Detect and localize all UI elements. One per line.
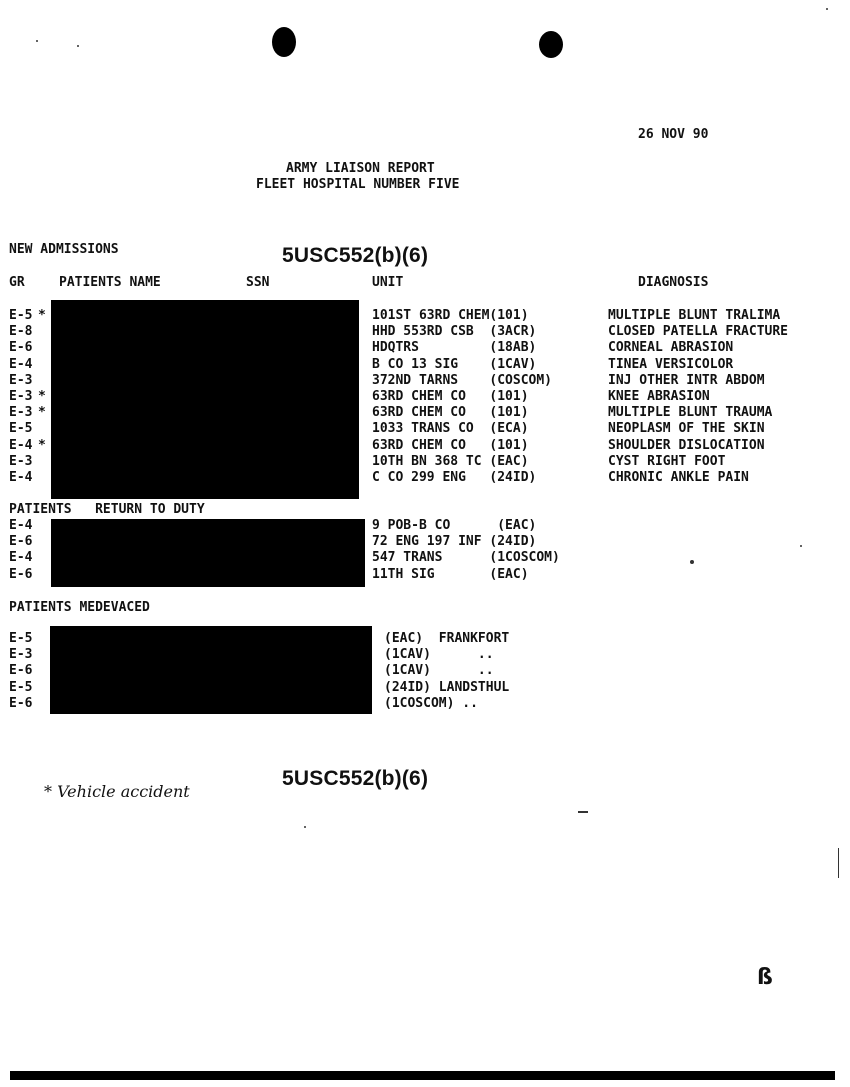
medevaced-destination: (1CAV) .. bbox=[384, 647, 494, 663]
column-header-ssn: SSN bbox=[246, 275, 270, 290]
admission-diagnosis: MULTIPLE BLUNT TRALIMA bbox=[608, 308, 781, 323]
scan-speck bbox=[36, 40, 38, 42]
admission-diagnosis: MULTIPLE BLUNT TRAUMA bbox=[608, 405, 773, 421]
return-to-duty-unit: 547 TRANS (1COSCOM) bbox=[372, 550, 560, 566]
medevaced-heading: PATIENTS MEDEVACED bbox=[9, 600, 150, 615]
punch-hole-right bbox=[539, 31, 563, 58]
medevaced-grade: E-6 bbox=[9, 663, 33, 679]
admission-unit: C CO 299 ENG (24ID) bbox=[372, 470, 537, 485]
admission-grade: E-8 bbox=[9, 324, 33, 340]
admission-diagnosis: KNEE ABRASION bbox=[608, 389, 710, 404]
admission-grade: E-3 bbox=[9, 372, 33, 388]
medevaced-destination: (24ID) LANDSTHUL bbox=[384, 679, 510, 695]
admission-grade: E-3 bbox=[9, 405, 33, 421]
admission-diagnosis: CHRONIC ANKLE PAIN bbox=[608, 470, 749, 485]
admission-diagnosis: INJ OTHER INTR ABDOM bbox=[608, 372, 765, 388]
admission-diagnosis: CLOSED PATELLA FRACTURE bbox=[608, 324, 789, 340]
page-edge-line bbox=[838, 848, 839, 878]
admission-diagnosis: CORNEAL ABRASION bbox=[608, 340, 734, 356]
return-to-duty-grade: E-4 bbox=[9, 550, 33, 566]
vehicle-accident-marker: * bbox=[38, 405, 46, 421]
admission-diagnosis: TINEA VERSICOLOR bbox=[608, 356, 734, 372]
admission-unit: HDQTRS (18AB) bbox=[372, 340, 537, 356]
footnote-vehicle-accident: * Vehicle accident bbox=[44, 782, 190, 801]
redaction-block-medevaced bbox=[50, 626, 372, 714]
admission-grade: E-4 bbox=[9, 470, 33, 485]
redaction-block-admissions bbox=[51, 300, 359, 499]
admission-unit: HHD 553RD CSB (3ACR) bbox=[372, 324, 537, 340]
medevaced-grade: E-6 bbox=[9, 695, 33, 711]
scan-speck bbox=[77, 45, 79, 47]
medevaced-grade: E-5 bbox=[9, 631, 33, 646]
return-to-duty-grade: E-4 bbox=[9, 518, 33, 533]
return-to-duty-heading: PATIENTS RETURN TO DUTY bbox=[9, 502, 205, 517]
return-to-duty-unit: 11TH SIG (EAC) bbox=[372, 566, 529, 582]
redaction-exemption-code-top: 5USC552(b)(6) bbox=[282, 244, 429, 267]
medevaced-destination: (1CAV) .. bbox=[384, 663, 494, 679]
admission-unit: 1033 TRANS CO (ECA) bbox=[372, 421, 529, 437]
new-admissions-heading: NEW ADMISSIONS bbox=[9, 242, 119, 257]
admission-grade: E-5 bbox=[9, 421, 33, 437]
medevaced-grade: E-5 bbox=[9, 679, 33, 695]
vehicle-accident-marker: * bbox=[38, 437, 46, 453]
admission-unit: 63RD CHEM CO (101) bbox=[372, 405, 529, 421]
column-header-diagnosis: DIAGNOSIS bbox=[638, 275, 709, 290]
medevaced-destination: (EAC) FRANKFORT bbox=[384, 631, 510, 646]
admission-unit: B CO 13 SIG (1CAV) bbox=[372, 356, 537, 372]
admission-diagnosis: SHOULDER DISLOCATION bbox=[608, 437, 765, 453]
punch-hole-left bbox=[272, 27, 296, 57]
scan-speck bbox=[826, 8, 828, 10]
redaction-block-return-to-duty bbox=[51, 519, 365, 587]
admission-grade: E-3 bbox=[9, 453, 33, 469]
report-date: 26 NOV 90 bbox=[638, 127, 709, 142]
scan-speck bbox=[690, 560, 694, 564]
report-title: ARMY LIAISON REPORT bbox=[286, 161, 435, 176]
report-subtitle: FLEET HOSPITAL NUMBER FIVE bbox=[256, 177, 460, 192]
admission-grade: E-6 bbox=[9, 340, 33, 356]
medevaced-grade: E-3 bbox=[9, 647, 33, 663]
return-to-duty-grade: E-6 bbox=[9, 534, 33, 550]
return-to-duty-grade: E-6 bbox=[9, 566, 33, 582]
scan-speck bbox=[800, 545, 802, 547]
admission-unit: 372ND TARNS (COSCOM) bbox=[372, 372, 553, 388]
admission-unit: 63RD CHEM CO (101) bbox=[372, 437, 529, 453]
bottom-scan-bar bbox=[10, 1071, 835, 1080]
scan-speck bbox=[578, 811, 588, 813]
scan-speck bbox=[304, 826, 306, 828]
corner-handwritten-mark: ß bbox=[757, 965, 773, 990]
admission-grade: E-3 bbox=[9, 389, 33, 404]
column-header-grade: GR bbox=[9, 275, 25, 290]
return-to-duty-unit: 9 POB-B CO (EAC) bbox=[372, 518, 537, 533]
redaction-exemption-code-bottom: 5USC552(b)(6) bbox=[282, 767, 429, 790]
admission-unit: 10TH BN 368 TC (EAC) bbox=[372, 453, 529, 469]
admission-grade: E-4 bbox=[9, 437, 33, 453]
column-header-name: PATIENTS NAME bbox=[59, 275, 161, 290]
medevaced-destination: (1COSCOM) .. bbox=[384, 695, 478, 711]
vehicle-accident-marker: * bbox=[38, 389, 46, 404]
admission-diagnosis: CYST RIGHT FOOT bbox=[608, 453, 726, 469]
admission-unit: 101ST 63RD CHEM(101) bbox=[372, 308, 529, 323]
admission-diagnosis: NEOPLASM OF THE SKIN bbox=[608, 421, 765, 437]
column-header-unit: UNIT bbox=[372, 275, 404, 290]
admission-grade: E-5 bbox=[9, 308, 33, 323]
admission-unit: 63RD CHEM CO (101) bbox=[372, 389, 529, 404]
admission-grade: E-4 bbox=[9, 356, 33, 372]
vehicle-accident-marker: * bbox=[38, 308, 46, 323]
return-to-duty-unit: 72 ENG 197 INF (24ID) bbox=[372, 534, 537, 550]
